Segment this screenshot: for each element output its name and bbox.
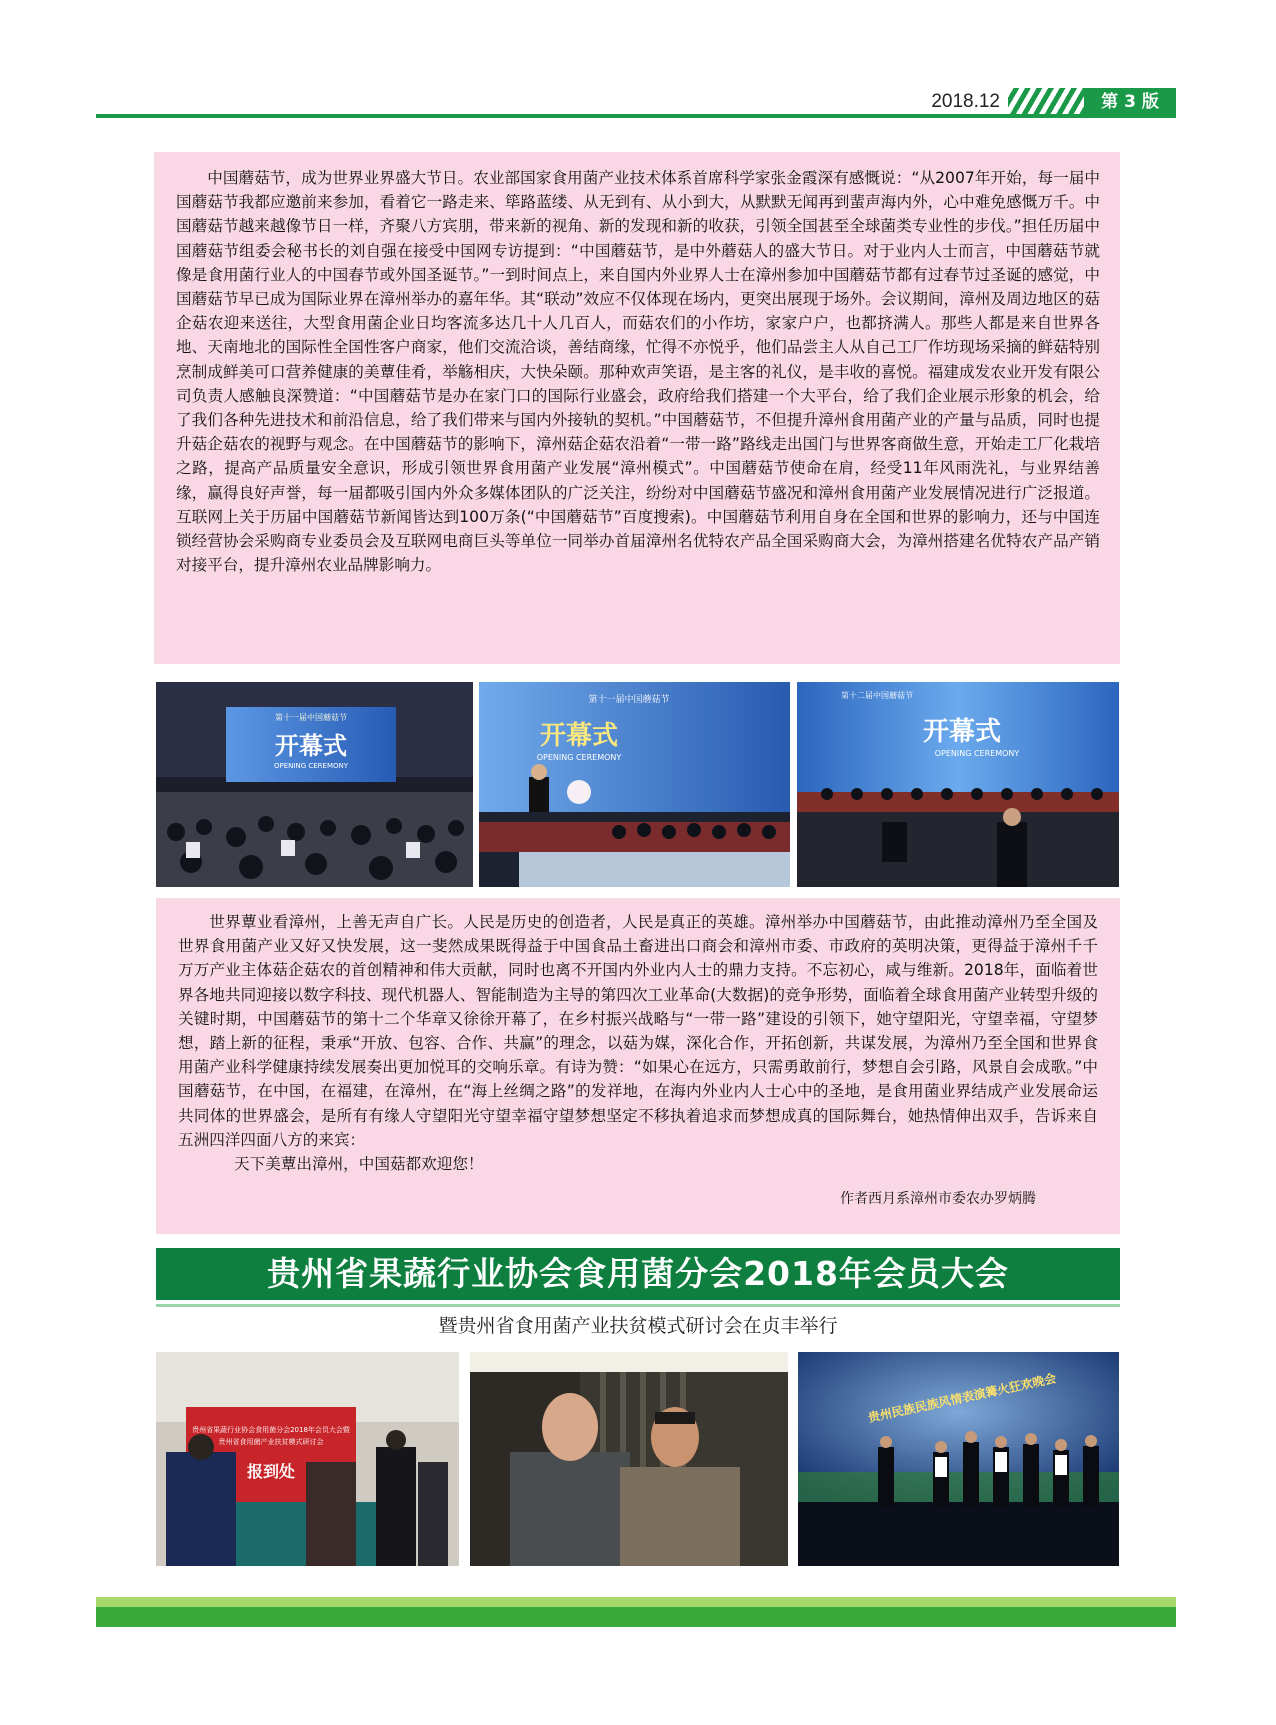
footer-band-dark (96, 1607, 1176, 1627)
photo-3-headline: 开幕式 (922, 717, 1002, 747)
photo-1-headline: 开幕式 (275, 732, 347, 760)
photo-3-subline: OPENING CEREMONY (934, 749, 1020, 758)
article-1-text: 中国蘑菇节，成为世界业界盛大节日。农业部国家食用菌产业技术体系首席科学家张金霞深有感慨说：“从2007年开始，每一届中国蘑菇节我都应邀前来参加，看着它一路走来、筚路蓝缕、从无到有、从小到大，从默默无闻再到蜚声海内外，心中难免感慨万千。中国蘑菇节越来越像节日一样，齐聚八方宾朋，带来新的视角、新的发现和新的收获，引领全国甚至全球菌类专业性的步伐。”担任历届中国蘑菇节组委会秘书长的刘自强在接受中国网专访提到：“中国蘑菇节，是中外蘑菇人的盛大节日。对于业内人士而言，中国蘑菇节就像是食用菌行业人的中国春节或外国圣诞节。”一到时间点上，来自国内外业界人士在漳州参加中国蘑菇节都有过春节过圣诞的感觉，中国蘑菇节早已成为国际业界在漳州举办的嘉年华。其“联动”效应不仅体现在场内，更突出展现于场外。会议期间，漳州及周边地区的菇企菇农迎来送往，大型食用菌企业日均客流多达几十人几百人，而菇农们的小作坊，家家户户，也都挤满人。那些人都是来自世界各地、天南地北的国际性全国性客户商家，他们交流洽谈，善结商缘，忙得不亦悦乎，他们品尝主人从自己工厂作坊现场采摘的鲜菇特别烹制成鲜美可口营养健康的美蕈佳肴，举觞相庆，大快朵颐。那种欢声笑语，是主客的礼仪，是丰收的喜悦。福建成发农业开发有限公司负责人感触良深赞道：“中国蘑菇节是办在家门口的国际行业盛会，政府给我们搭建一个大平台，给了我们企业展示形象的机会，给了我们各种先进技术和前沿信息，给了我们带来与国内外接轨的契机。”中国蘑菇节，不但提升漳州食用菌产业的产量与品质，同时也提升菇企菇农的视野与观念。在中国蘑菇节的影响下，漳州菇企菇农沿着“一带一路”路线走出国门与世界客商做生意，开始走工厂化栽培之路，提高产品质量安全意识，形成引领世界食用菌产业发展“漳州模式”。中国蘑菇节使命在肩，经受11年风雨洗礼，与业界结善缘，赢得良好声誉，每一届都吸引国内外众多媒体团队的广泛关注，纷纷对中国蘑菇节盛况和漳州食用菌产业发展情况进行广泛报道。互联网上关于历届中国蘑菇节新闻皆达到100万条(“中国蘑菇节”百度搜索)。中国蘑菇节利用自身在全国和世界的影响力，还与中国连锁经营协会采购商专业委员会及互联网电商巨头等单位一同举办首届漳州名优特农产品全国采购商大会，为漳州搭建名优特农产品产销对接平台，提升漳州农业品牌影响力。 (176, 169, 1100, 575)
photo-3-stage-title: 第十二届中国蘑菇节 (841, 691, 913, 700)
footer-band-light (96, 1597, 1176, 1607)
header-rule (96, 114, 1176, 118)
header-stripe-decoration (1008, 88, 1084, 116)
section-banner-title: 贵州省果蔬行业协会食用菌分会2018年会员大会 (156, 1248, 1120, 1300)
photo-1-subline: OPENING CEREMONY (274, 762, 348, 770)
article-2-closing: 天下美蕈出漳州，中国菇都欢迎您！ (234, 1155, 484, 1174)
article-box-1 (154, 152, 1120, 664)
photo-two-men-portrait (470, 1352, 788, 1566)
photo-registration-desk (156, 1352, 459, 1566)
photo-4-desk-sign: 报到处 (246, 1462, 296, 1481)
issue-date: 2018.12 (931, 91, 1000, 112)
photo-opening-ceremony-hall (156, 682, 473, 887)
photo-1-stage-title: 第十一届中国蘑菇节 (275, 713, 347, 722)
article-box-2 (156, 898, 1120, 1234)
photo-4-sign-line2: 贵州省食用菌产业扶贫模式研讨会 (218, 1438, 324, 1446)
photo-opening-ceremony-stage (797, 682, 1119, 887)
photo-2-stage-title: 第十一届中国蘑菇节 (588, 695, 670, 705)
photo-6-stage-title: 贵州民族民族风情表演篝火狂欢晚会 (866, 1371, 1058, 1425)
banner-rule (156, 1304, 1120, 1307)
photo-4-sign-line1: 贵州省果蔬行业协会食用菌分会2018年会员大会暨 (192, 1426, 350, 1434)
section-subtitle: 暨贵州省食用菌产业扶贫模式研讨会在贞丰举行 (438, 1315, 838, 1337)
photo-opening-ceremony-speaker (479, 682, 790, 887)
photo-2-subline: OPENING CEREMONY (536, 753, 622, 762)
page-label: 第 3 版 (1084, 88, 1176, 116)
photo-festival-stage-show (798, 1352, 1119, 1566)
article-2-author: 作者西月系漳州市委农办罗炳腾 (840, 1191, 1036, 1207)
photo-2-headline: 开幕式 (539, 721, 619, 751)
article-2-text: 世界蕈业看漳州，上善无声自广长。人民是历史的创造者，人民是真正的英雄。漳州举办中国蘑菇节，由此推动漳州乃至全国及世界食用菌产业又好又快发展，这一斐然成果既得益于中国食品土畜进出口商会和漳州市委、市政府的英明决策，更得益于漳州千千万万产业主体菇企菇农的首创精神和伟大贡献，同时也离不开国内外业内人士的鼎力支持。不忘初心，咸与维新。2018年，面临着世界各地共同迎接以数字科技、现代机器人、智能制造为主导的第四次工业革命(大数据)的竞争形势，面临着全球食用菌产业转型升级的关键时期，中国蘑菇节的第十二个华章又徐徐开幕了，在乡村振兴战略与“一带一路”建设的引领下，她守望阳光，守望幸福，守望梦想，踏上新的征程，秉承“开放、包容、合作、共赢”的理念，以菇为媒，深化合作，开拓创新，共谋发展，为漳州乃至全国和世界食用菌产业科学健康持续发展奏出更加悦耳的交响乐章。有诗为赞：“如果心在远方，只需勇敢前行，梦想自会引路，风景自会成歌。”中国蘑菇节，在中国，在福建，在漳州，在“海上丝绸之路”的发祥地，在海内外业内人士心中的圣地，是食用菌业界结成产业发展命运共同体的世界盛会，是所有有缘人守望阳光守望幸福守望梦想坚定不移执着追求而梦想成真的国际舞台，她热情伸出双手，告诉来自五洲四洋四面八方的来宾： (178, 913, 1098, 1149)
